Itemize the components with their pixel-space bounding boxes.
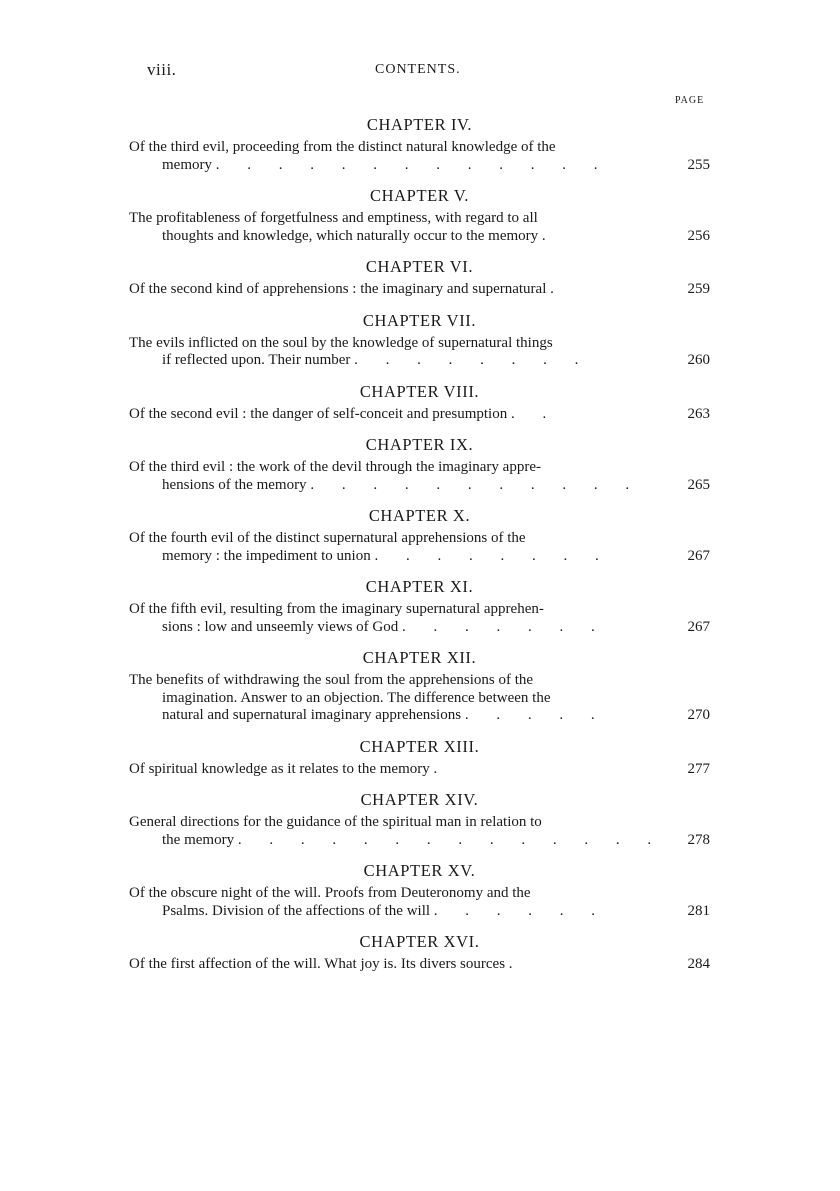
chapter-heading: CHAPTER XV.	[363, 861, 476, 880]
toc-entry[interactable]	[129, 814, 710, 849]
page-reference[interactable]: 263	[687, 405, 710, 422]
chapter-heading: CHAPTER XIV.	[360, 790, 479, 809]
entry-last-line	[129, 619, 674, 637]
dot-leader: . . . . . . . . . . . . .	[215, 156, 610, 173]
toc-entry[interactable]	[129, 406, 710, 424]
dot-leader: .	[541, 227, 558, 244]
dot-leader: . . . . . . . .	[374, 547, 611, 564]
entry-line: Of the third evil, proceeding from the distinct natural knowledge of the	[129, 139, 556, 155]
entry-title-text: Of the second kind of apprehensions : the imaginary and supernatural	[129, 281, 547, 297]
page-number: viii.	[147, 60, 177, 79]
toc-chapter	[129, 857, 710, 920]
dot-leader: . . . . . . .	[401, 618, 607, 635]
entry-title-text: Of the second evil : the danger of self-conceit and presumption	[129, 405, 508, 422]
running-title: CONTENTS.	[375, 62, 461, 77]
chapter-heading: CHAPTER VI.	[365, 257, 474, 276]
toc-entry[interactable]	[129, 956, 710, 974]
entry-title-text: sions : low and unseemly views of God	[162, 618, 399, 635]
entry-last-line	[129, 832, 674, 850]
page-column-label: PAGE	[675, 95, 705, 106]
entry-title-text: if reflected upon. Their number	[162, 352, 351, 368]
toc-chapter	[129, 111, 710, 174]
page-reference[interactable]: 259	[687, 281, 710, 297]
entry-last-line	[129, 281, 674, 299]
chapter-heading: CHAPTER XIII.	[359, 736, 480, 756]
page-reference[interactable]: 277	[687, 760, 710, 777]
toc-entry[interactable]	[129, 281, 710, 299]
entry-last-line	[129, 406, 674, 424]
page-reference[interactable]: 284	[687, 956, 710, 972]
entry-line: Of the third evil : the work of the devil through the imaginary appre-	[129, 459, 541, 475]
entry-last-line	[129, 352, 674, 370]
chapter-heading: CHAPTER VII.	[362, 310, 477, 330]
toc-entry[interactable]	[129, 601, 710, 636]
toc-entry[interactable]	[129, 210, 710, 245]
toc-entry[interactable]	[129, 459, 710, 494]
chapter-heading: CHAPTER VIII.	[359, 381, 480, 401]
toc-entry[interactable]	[129, 885, 710, 920]
dot-leader: . . . . . . . . . . . . . .	[237, 831, 664, 848]
entry-line: Of the fifth evil, resulting from the imaginary supernatural apprehen-	[129, 601, 544, 617]
chapter-heading: CHAPTER XI.	[365, 577, 474, 596]
entry-last-line	[129, 477, 674, 495]
entry-title-text: Psalms. Division of the affections of the will	[162, 902, 431, 919]
page-reference[interactable]: 260	[687, 352, 710, 368]
entry-title-text: memory : the impediment to union	[162, 547, 371, 564]
entry-last-line	[129, 761, 674, 779]
entry-title-text: natural and supernatural imaginary apprehensions	[162, 707, 462, 723]
toc-chapter	[129, 307, 710, 370]
entry-line: The profitableness of forgetfulness and emptiness, with regard to all	[129, 210, 538, 226]
page-reference[interactable]: 270	[687, 707, 710, 723]
dot-leader: . . . . .	[464, 707, 607, 723]
entry-title-text: memory	[162, 156, 212, 173]
entry-line: imagination. Answer to an objection. The difference between the	[162, 689, 551, 706]
toc-chapter	[129, 928, 710, 974]
chapter-heading: CHAPTER V.	[370, 186, 469, 205]
dot-leader: . . . . . . . .	[354, 352, 591, 368]
chapter-heading: CHAPTER XII.	[362, 648, 477, 667]
toc-entry[interactable]	[129, 530, 710, 565]
chapter-heading: CHAPTER IX.	[365, 435, 474, 454]
toc-chapter	[129, 378, 710, 424]
page-reference[interactable]: 255	[687, 156, 710, 173]
page-reference[interactable]: 256	[687, 227, 710, 244]
toc-chapter	[129, 644, 710, 725]
toc-chapter	[129, 573, 710, 636]
entry-title-text: Of spiritual knowledge as it relates to the memory	[129, 760, 430, 777]
entry-line: The benefits of withdrawing the soul from the apprehensions of the	[129, 672, 534, 688]
entry-line: General directions for the guidance of the spiritual man in relation to	[129, 814, 542, 830]
page-reference[interactable]: 267	[687, 618, 710, 635]
entry-title-text: hensions of the memory	[162, 476, 307, 493]
toc-chapter	[129, 733, 710, 779]
entry-last-line	[129, 707, 674, 725]
dot-leader: .	[550, 281, 566, 297]
chapter-heading: CHAPTER IV.	[366, 115, 473, 134]
entry-last-line	[129, 228, 674, 246]
entry-title-text: thoughts and knowledge, which naturally occur to the memory	[162, 227, 539, 244]
page-reference[interactable]: 267	[687, 547, 710, 564]
page-reference[interactable]: 278	[687, 831, 710, 848]
entry-last-line	[129, 956, 674, 974]
dot-leader: .	[433, 760, 450, 777]
entry-title-text: the memory	[162, 831, 235, 848]
dot-leader: . .	[510, 405, 559, 422]
toc-chapter	[129, 502, 710, 565]
toc-entry[interactable]	[129, 335, 710, 370]
table-of-contents	[129, 111, 710, 982]
chapter-heading: CHAPTER X.	[368, 506, 471, 525]
chapter-heading: CHAPTER XVI.	[359, 932, 480, 951]
entry-last-line	[129, 548, 674, 566]
toc-entry[interactable]	[129, 672, 710, 725]
dot-leader: . . . . . . . . . . .	[310, 476, 642, 493]
toc-chapter	[129, 431, 710, 494]
entry-line: The evils inflicted on the soul by the knowledge of supernatural things	[129, 334, 553, 351]
toc-chapter	[129, 182, 710, 245]
toc-chapter	[129, 786, 710, 849]
running-head	[0, 60, 840, 84]
toc-entry[interactable]	[129, 761, 710, 779]
entry-last-line	[129, 157, 674, 175]
page-reference[interactable]: 265	[687, 476, 710, 493]
toc-chapter	[129, 253, 710, 299]
page-reference[interactable]: 281	[687, 902, 710, 919]
dot-leader: .	[508, 956, 525, 972]
entry-title-text: Of the first affection of the will. What joy is. Its divers sources	[129, 956, 506, 972]
entry-line: Of the fourth evil of the distinct supernatural apprehensions of the	[129, 530, 526, 546]
entry-line: Of the obscure night of the will. Proofs from Deuteronomy and the	[129, 885, 531, 901]
dot-leader: . . . . . .	[433, 902, 608, 919]
entry-last-line	[129, 903, 674, 921]
toc-entry[interactable]	[129, 139, 710, 174]
